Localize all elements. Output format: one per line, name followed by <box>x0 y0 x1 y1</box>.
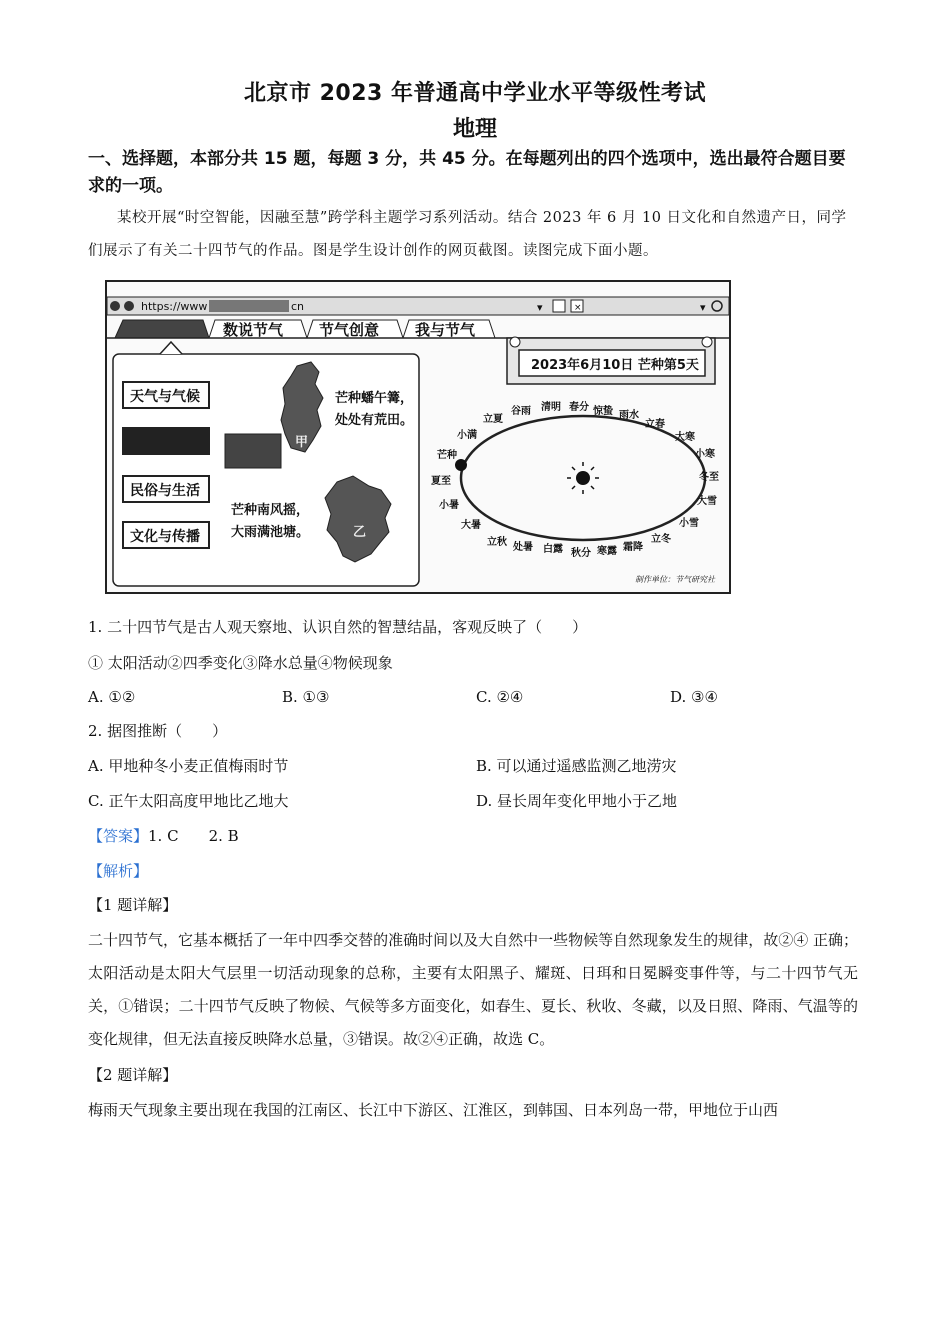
term-label: 小寒 <box>695 449 715 460</box>
svg-text:×: × <box>574 303 582 313</box>
term-label: 雨水 <box>619 410 639 421</box>
intro-paragraph: 某校开展“时空智能，因融至慧”跨学科主题学习系列活动。结合 2023 年 6 月 10 日文化和自然遗产日，同学们展示了有关二十四节气的作品。图是学生设计创作的网页截图。读图完成下面小题。 <box>88 210 847 259</box>
tab-active <box>115 320 209 338</box>
term-label: 小雪 <box>679 518 699 529</box>
q2-stem: 2. 据图推断（ ） <box>88 722 228 740</box>
dropdown-icon: ▾ <box>537 301 543 314</box>
term-label: 寒露 <box>597 546 617 557</box>
exam-title: 北京市 2023 年普通高中学业水平等级性考试 <box>243 81 707 106</box>
term-label: 惊蛰 <box>593 406 613 417</box>
svg-text:天气与气候: 天气与气候 <box>130 389 200 405</box>
sun-icon <box>576 471 590 485</box>
q1-stem: 1. 二十四节气是古人观天察地、认识自然的智慧结晶，客观反映了（ ） <box>88 618 588 636</box>
term-label: 小暑 <box>439 500 459 511</box>
term-label: 大雪 <box>697 496 717 507</box>
detail1-text: 二十四节气，它基本概括了一年中四季交替的准确时间以及大自然中一些物候等自然现象发生的规律，故②④ 正确；太阳活动是太阳大气层里一切活动现象的总称，主要有太阳黑子、耀斑、日珥和日冕瞬变事件等，与二十四节气无关，①错误；二十四节气反映了物候、气候等多方面变化，如春生、夏长、秋收、冬藏，以及日照、降雨、气温等的变化规律，但无法直接反映降水总量，③错误。故②④正确，故选 C。 <box>88 931 858 1048</box>
q2-option-c: C. 正午太阳高度甲地比乙地大 <box>88 792 289 810</box>
term-label: 小满 <box>457 430 477 441</box>
url-text: https://www <box>141 300 208 313</box>
term-label: 白露 <box>543 544 563 555</box>
refresh-icon <box>553 300 565 312</box>
tab-label-2: 节气创意 <box>319 321 380 339</box>
answer-label: 【答案】 <box>88 827 149 845</box>
label-jia: 甲 <box>295 435 309 450</box>
dropdown-icon-2: ▾ <box>700 301 706 314</box>
detail1-label: 【1 题详解】 <box>88 896 178 914</box>
term-label: 处暑 <box>513 542 533 553</box>
q1-option-c: C. ②④ <box>476 688 524 706</box>
webpage-figure <box>105 280 731 596</box>
proverb-yi-1: 芒种南风摇， <box>231 503 310 518</box>
detail2-label: 【2 题详解】 <box>88 1066 178 1084</box>
term-label: 冬至 <box>699 472 719 483</box>
proverb-yi-2: 大雨满池塘。 <box>231 525 310 540</box>
term-label: 夏至 <box>431 476 451 487</box>
svg-text:民俗与生活: 民俗与生活 <box>130 483 200 499</box>
q1-option-a: A. ①② <box>88 688 136 706</box>
q2-option-d: D. 昼长周年变化甲地小于乙地 <box>476 792 678 810</box>
url-mask <box>209 300 289 312</box>
subject-title: 地理 <box>452 117 497 142</box>
tab-label-3: 我与节气 <box>415 321 476 339</box>
term-label: 霜降 <box>623 542 643 553</box>
menu-item-active <box>123 428 209 454</box>
q2-option-b: B. 可以通过遥感监测乙地涝灾 <box>476 757 677 775</box>
nav-back-icon <box>110 301 120 311</box>
url-end-text: cn <box>291 300 305 313</box>
term-label: 芒种 <box>437 450 457 461</box>
proverb-jia-1: 芒种蟠午篝， <box>335 391 414 406</box>
q2-option-a: A. 甲地种冬小麦正值梅雨时节 <box>88 757 289 775</box>
proverb-jia-2: 处处有荒田。 <box>335 413 414 428</box>
detail2-text: 梅雨天气现象主要出现在我国的江南区、长江中下游区、江淮区，到韩国、日本列岛一带，甲地位于山西 <box>88 1101 779 1119</box>
q1-items: ① 太阳活动②四季变化③降水总量④物候现象 <box>88 654 393 672</box>
term-label: 立春 <box>645 419 665 430</box>
term-label: 秋分 <box>571 548 591 559</box>
section-heading: 一、选择题，本部分共 15 题，每题 3 分，共 45 分。在每题列出的四个选项中，选出最符合题目要求的一项。 <box>88 149 846 196</box>
nav-forward-icon <box>124 301 134 311</box>
term-label: 大寒 <box>675 432 695 443</box>
term-label: 立冬 <box>651 534 671 545</box>
label-yi: 乙 <box>353 525 367 540</box>
popup-box <box>225 434 281 468</box>
svg-text:文化与传播: 文化与传播 <box>130 529 200 545</box>
answer-text: 1. C 2. B <box>148 827 239 845</box>
figure-caption: 制作单位：节气研究社 <box>635 575 715 584</box>
term-label: 立夏 <box>483 414 503 425</box>
date-banner-text: 2023年6月10日 芒种第5天 <box>531 358 699 373</box>
q1-option-d: D. ③④ <box>670 688 718 706</box>
term-label: 春分 <box>569 402 589 413</box>
term-label: 立秋 <box>487 537 507 548</box>
q1-option-b: B. ①③ <box>282 688 330 706</box>
term-label: 大暑 <box>461 520 481 531</box>
answer-line <box>88 825 239 847</box>
tab-label-1: 数说节气 <box>223 321 284 339</box>
term-label: 谷雨 <box>511 406 531 417</box>
analysis-label: 【解析】 <box>88 862 149 880</box>
term-label: 清明 <box>541 402 561 413</box>
